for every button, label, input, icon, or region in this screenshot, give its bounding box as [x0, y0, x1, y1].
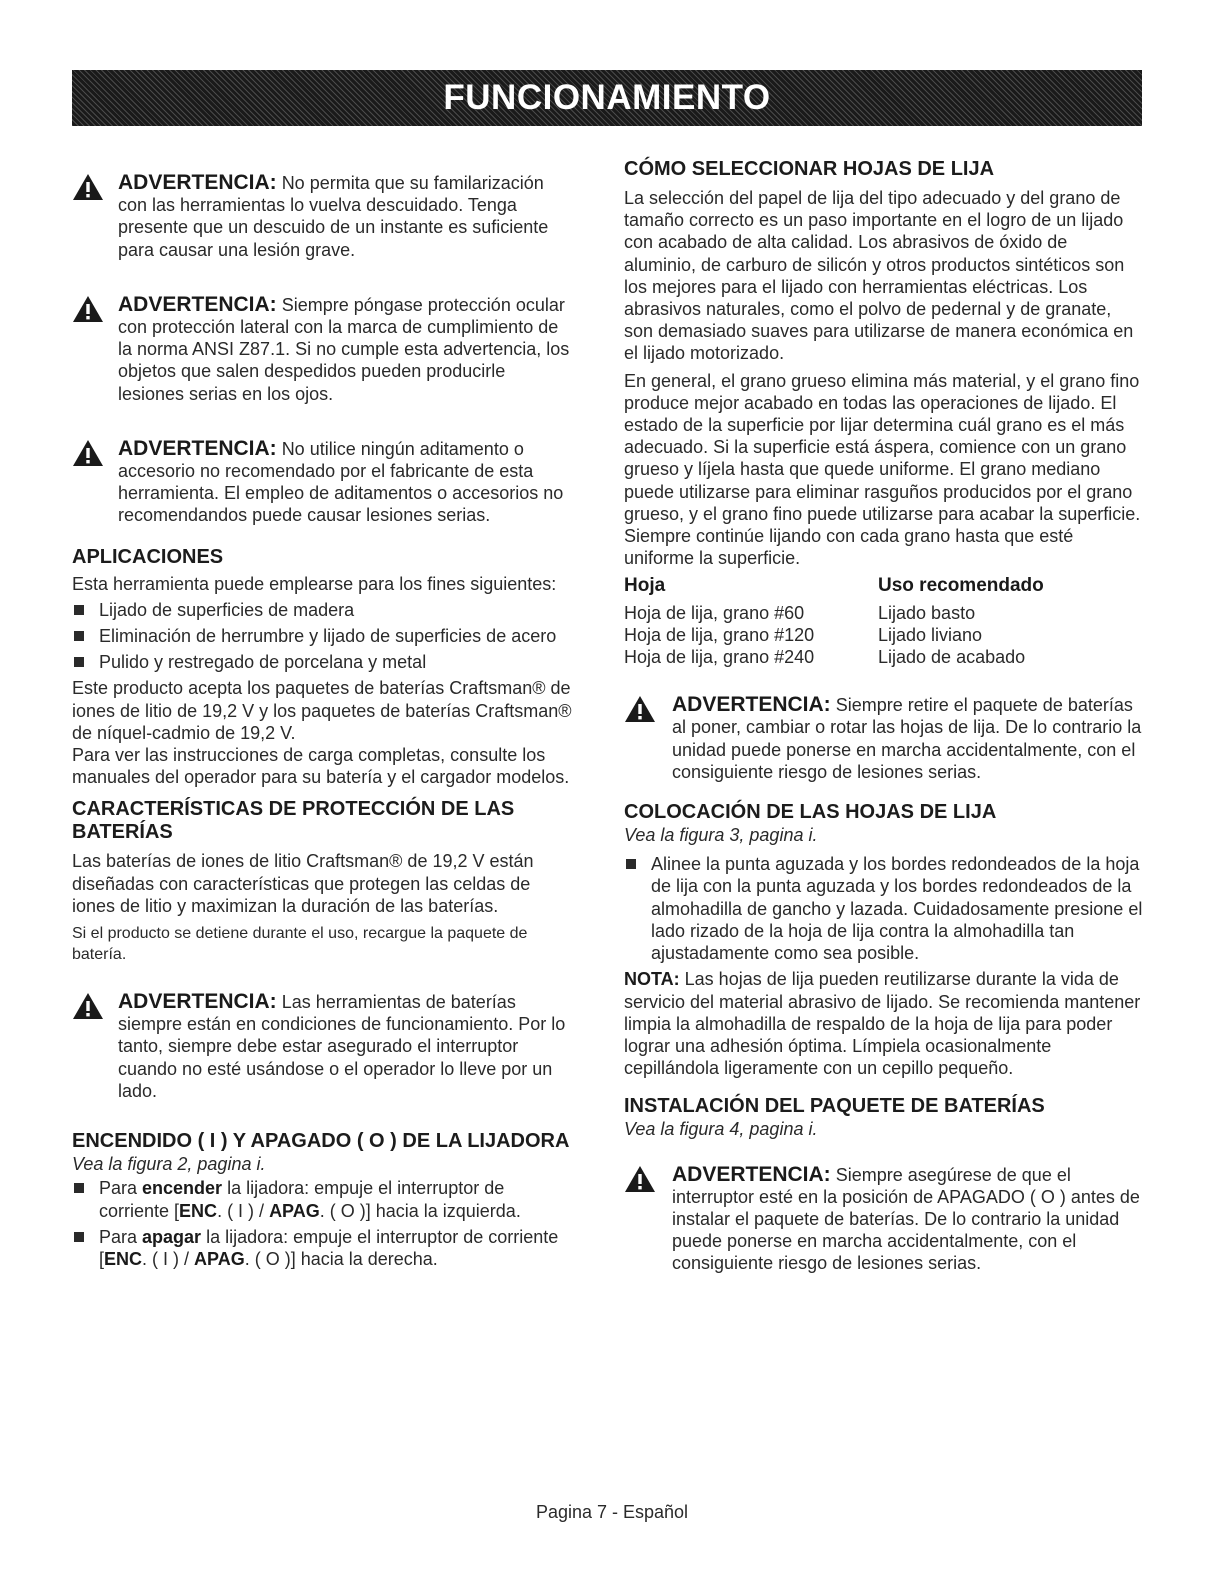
table-cell-uso: Lijado basto — [878, 602, 976, 623]
figure-reference: Vea la figura 4, pagina i. — [624, 1119, 818, 1140]
warning-block — [72, 294, 572, 405]
warning-label: ADVERTENCIA: — [118, 171, 277, 194]
warning-block — [72, 991, 572, 1102]
paragraph: Este producto acepta los paquetes de baterías Craftsman® de iones de litio de 19,2 V y los paquetes de baterías Craftsman® de níquel-cadmio de 19,2 V. — [72, 678, 572, 743]
warning-text: Siempre póngase protección ocular con protección lateral con la marca de cumplimiento de la norma ANSI Z87.1. Si no cumple esta advertencia, los objetos que salen despedidos pueden producirle lesiones serias en los ojos. — [118, 294, 570, 404]
table-header-uso: Uso recomendado — [878, 575, 1044, 597]
warning-icon — [624, 695, 656, 723]
table-cell-hoja: Hoja de lija, grano #240 — [624, 647, 815, 668]
section-heading-proteccion: CARACTERÍSTICAS DE PROTECCIÓN DE LAS BATERÍAS — [72, 798, 515, 844]
warning-text: Siempre asegúrese de que el interruptor esté en la posición de APAGADO ( O ) antes de instalar el paquete de baterías. De lo contrario la unidad puede ponerse en marcha accidentalmente, con el consiguiente riesgo de lesiones serias. — [672, 1164, 1140, 1274]
section-heading-encendido: ENCENDIDO ( I ) Y APAGADO ( O ) DE LA LIJADORA — [72, 1130, 570, 1153]
table-row — [624, 646, 1044, 668]
warning-label: ADVERTENCIA: — [118, 990, 277, 1014]
paragraph: Si el producto se detiene durante el uso, recargue la paquete de batería. — [72, 925, 528, 964]
warning-text: Las herramientas de baterías siempre están en condiciones de funcionamiento. Por lo tanto, siempre debe estar asegurado el interruptor cuando no esté usándose o el operador lo lleve por un lado. — [118, 992, 566, 1101]
warning-block — [72, 172, 572, 261]
sandpaper-table — [624, 575, 1044, 668]
warning-label: ADVERTENCIA: — [672, 693, 831, 717]
switch-instructions-list — [72, 1177, 572, 1270]
list-item: Alinee la punta aguzada y los bordes redondeados de la hoja de lija con la punta aguzada y los bordes redondeados de la almohadilla de gancho y lazada. Cuidadosamente presione el lado rizado de la hoja de lija contra la almohadilla tan ajustadamente como sea posible. — [624, 853, 1144, 964]
warning-icon — [72, 173, 104, 201]
warning-label: ADVERTENCIA: — [672, 1162, 831, 1186]
table-row — [624, 602, 1044, 624]
note-label: NOTA: — [624, 969, 680, 990]
bullet-icon — [74, 605, 84, 615]
bullet-icon — [74, 1232, 84, 1242]
warning-icon — [624, 1165, 656, 1193]
table-cell-uso: Lijado de acabado — [878, 647, 1026, 668]
table-cell-hoja: Hoja de lija, grano #60 — [624, 602, 805, 623]
bullet-icon — [626, 859, 636, 869]
list-item: Eliminación de herrumbre y lijado de superficies de acero — [72, 625, 572, 647]
page-title: FUNCIONAMIENTO — [443, 78, 771, 117]
section-banner — [72, 70, 1142, 126]
warning-icon — [72, 295, 104, 323]
section-heading-aplicaciones: APLICACIONES — [72, 545, 224, 568]
list-item: Lijado de superficies de madera — [72, 599, 572, 621]
warning-text: No permita que su familarización con las herramientas lo vuelva descuidado. Tenga presente que un descuido de un instante es suficiente para causar una lesión grave. — [118, 173, 549, 260]
left-column — [72, 158, 572, 1270]
section-heading-seleccionar: CÓMO SELECCIONAR HOJAS DE LIJA — [624, 158, 995, 180]
paragraph: En general, el grano grueso elimina más material, y el grano fino produce mejor acabado en todas las operaciones de lijado. El estado de la superficie por lijar determina cuál grano es el más adecuado. Si la superficie está áspera, comience con un grano grueso y líjela hasta que quede uniforme. El grano mediano puede utilizarse para eliminar rasguños producidos por el grano grueso, y el grano fino puede utilizarse para acabar la superficie. Siempre continúe lijando con cada grano hasta que esté uniforme la superficie. — [624, 370, 1141, 569]
warning-text: No utilice ningún aditamento o accesorio no recomendado por el fabricante de esta herramienta. El empleo de aditamentos o accesorios no recomendandos puede causar lesiones serias. — [118, 438, 564, 526]
section-heading-colocacion: COLOCACIÓN DE LAS HOJAS DE LIJA — [624, 801, 997, 824]
bullet-icon — [74, 657, 84, 667]
right-column — [624, 158, 1144, 1275]
figure-reference: Vea la figura 2, pagina i. — [72, 1154, 266, 1175]
warning-block — [624, 694, 1144, 783]
list-item: Para apagar la lijadora: empuje el interruptor de corriente [ENC. ( I ) / APAG. ( O )] hacia la derecha. — [72, 1226, 572, 1270]
list-item: Pulido y restregado de porcelana y metal — [72, 651, 572, 673]
paragraph: La selección del papel de lija del tipo adecuado y del grano de tamaño correcto es un paso importante en el logro de un lijado con acabado de alta calidad. Los abrasivos de óxido de aluminio, de carburo de silicón y otros productos sintéticos son los mejores para el lijado con herramientas eléctricas. Los abrasivos naturales, como el polvo de pedernal y de granate, son demasiado suaves para utilizarse de manera económica en el lijado motorizado. — [624, 188, 1134, 364]
warning-icon — [72, 992, 104, 1020]
page-footer: Pagina 7 - Español — [535, 1502, 689, 1522]
table-cell-uso: Lijado liviano — [878, 624, 983, 645]
figure-reference: Vea la figura 3, pagina i. — [624, 825, 818, 846]
bullet-icon — [74, 631, 84, 641]
applications-list — [72, 599, 572, 674]
table-cell-hoja: Hoja de lija, grano #120 — [624, 624, 815, 645]
section-heading-instalacion: INSTALACIÓN DEL PAQUETE DE BATERÍAS — [624, 1095, 1045, 1118]
table-header-row — [624, 575, 1044, 601]
bullet-icon — [74, 1183, 84, 1193]
placement-list — [624, 853, 1144, 964]
paragraph: Las baterías de iones de litio Craftsman® de 19,2 V están diseñadas con características que protegen las celdas de iones de litio y maximizan la duración de las baterías. — [72, 851, 534, 916]
warning-block — [72, 438, 572, 527]
warning-label: ADVERTENCIA: — [118, 292, 277, 316]
warning-block — [624, 1164, 1144, 1275]
paragraph: Esta herramienta puede emplearse para los fines siguientes: — [72, 573, 557, 594]
paragraph: Para ver las instrucciones de carga completas, consulte los manuales del operador para su batería y el cargador modelos. — [72, 745, 570, 788]
warning-text: Siempre retire el paquete de baterías al poner, cambiar o rotar las hojas de lija. De lo contrario la unidad puede ponerse en marcha accidentalmente, con el consiguiente riesgo de lesiones serias. — [672, 695, 1142, 782]
warning-label: ADVERTENCIA: — [118, 436, 277, 460]
list-item: Para encender la lijadora: empuje el interruptor de corriente [ENC. ( I ) / APAG. ( O )] hacia la izquierda. — [72, 1177, 572, 1221]
note-paragraph: NOTA: Las hojas de lija pueden reutilizarse durante la vida de servicio del material abrasivo de lijado. Se recomienda mantener limpia la almohadilla de respaldo de la hoja de lija para poder lograr una adhesión óptima. Límpiela ocasionalmente cepillándola ligeramente con un cepillo pequeño. — [624, 969, 1141, 1079]
warning-icon — [72, 439, 104, 467]
table-header-hoja: Hoja — [624, 575, 666, 597]
table-row — [624, 624, 1044, 646]
